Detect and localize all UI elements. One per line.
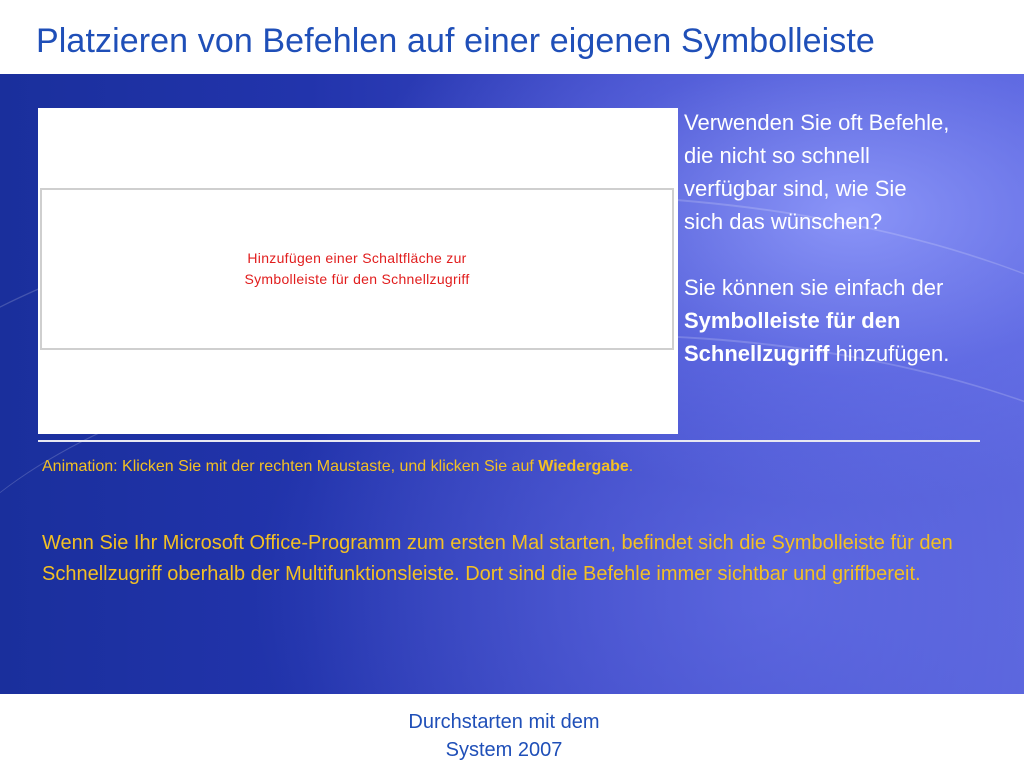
animation-note-text: Animation: Klicken Sie mit der rechten Maustaste, und klicken Sie auf	[42, 458, 539, 475]
divider-line	[38, 440, 980, 442]
animation-note	[42, 458, 633, 476]
footer-line: Durchstarten mit dem	[408, 711, 600, 733]
footer-line: System 2007	[445, 739, 563, 761]
animation-caption	[42, 248, 672, 290]
caption-box	[40, 188, 674, 350]
side-line: die nicht so schnell	[684, 143, 870, 168]
animation-note-suffix: .	[628, 458, 634, 475]
body-paragraph: Wenn Sie Ihr Microsoft Office-Programm zum ersten Mal starten, befindet sich die Symbolleiste für den Schnellzugriff oberhalb der Multifunktionsleiste. Dort sind die Befehle immer sichtbar und griffbereit.	[42, 532, 953, 585]
side-line: verfügbar sind, wie Sie	[684, 176, 907, 201]
animation-image-panel[interactable]	[38, 108, 678, 434]
caption-line: Symbolleiste für den Schnellzugriff	[244, 271, 470, 287]
side-bold: Symbolleiste für den	[684, 308, 901, 333]
side-line: Verwenden Sie oft Befehle,	[684, 110, 950, 135]
animation-note-bold: Wiedergabe	[538, 458, 629, 475]
side-line: sich das wünschen?	[684, 209, 883, 234]
side-text	[684, 106, 1024, 370]
side-line: hinzufügen.	[829, 341, 950, 366]
side-bold: Schnellzugriff	[684, 341, 830, 366]
footer	[380, 708, 628, 764]
caption-line: Hinzufügen einer Schaltfläche zur	[247, 250, 467, 266]
slide-content-area	[0, 74, 1024, 694]
side-line: Sie können sie einfach der	[684, 275, 944, 300]
slide-title: Platzieren von Befehlen auf einer eigenen Symbolleiste	[36, 22, 875, 60]
